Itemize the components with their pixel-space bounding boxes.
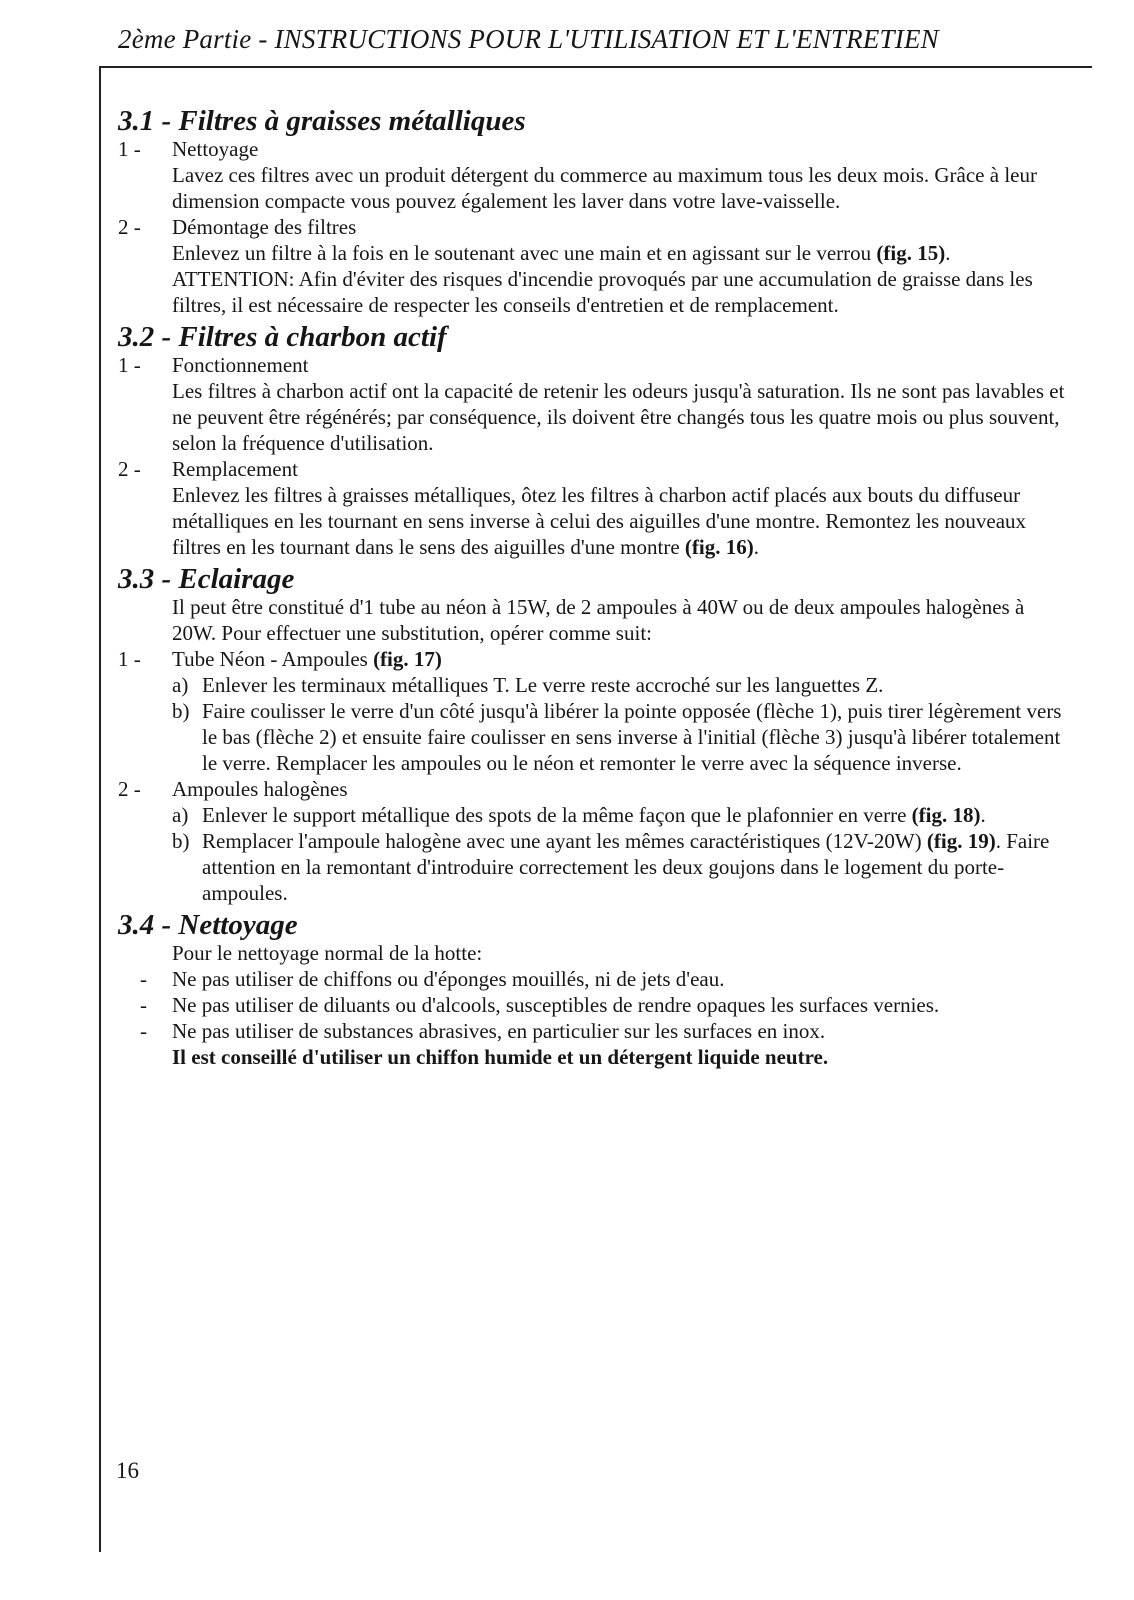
warning-paragraph	[172, 266, 1068, 318]
item-title: Nettoyage	[172, 137, 259, 161]
bullet-dash: -	[140, 993, 147, 1017]
section-3-4	[118, 910, 1068, 1070]
figure-reference: (fig. 16)	[684, 535, 754, 559]
page-content	[118, 106, 1068, 1074]
paragraph-text: Enlevez un filtre à la fois en le soutenant avec une main et en agissant sur le verrou	[172, 241, 877, 265]
paragraph-text: .	[945, 241, 951, 265]
section-intro: Pour le nettoyage normal de la hotte:	[172, 941, 483, 965]
item-title	[172, 646, 1068, 672]
conclusion-note: Il est conseillé d'utiliser un chiffon humide et un détergent liquide neutre.	[172, 1045, 829, 1069]
item-title: Fonctionnement	[172, 353, 309, 377]
paragraph: Les filtres à charbon actif ont la capacité de retenir les odeurs jusqu'à saturation. Ils ne sont pas lavables et ne peuvent être régénérés; par conséquence, ils doivent être changés tous les quatre mois ou plus souvent, selon la fréquence d'utilisation.	[172, 379, 1065, 455]
list-item	[118, 214, 1068, 318]
sub-item-letter: b)	[172, 829, 190, 853]
sub-item-letter: b)	[172, 699, 190, 723]
paragraph: Lavez ces filtres avec un produit détergent du commerce au maximum tous les deux mois. Grâce à leur dimension compacte vous pouvez également les laver dans votre lave-vaisselle.	[172, 163, 1037, 213]
section-3-3	[118, 564, 1068, 906]
left-margin-rule	[99, 66, 101, 1552]
section-intro: Il peut être constitué d'1 tube au néon à 15W, de 2 ampoules à 40W ou de deux ampoules halogènes à 20W. Pour effectuer une substitution, opérer comme suit:	[172, 595, 1025, 645]
header-rule	[100, 66, 1092, 68]
item-title: Démontage des filtres	[172, 215, 357, 239]
item-number: 1 -	[118, 647, 141, 671]
item-number: 1 -	[118, 353, 141, 377]
sub-item-text: Enlever le support métallique des spots de la même façon que le plafonnier en verre	[202, 803, 912, 827]
list-item	[118, 776, 1068, 802]
paragraph	[172, 482, 1068, 560]
figure-reference: (fig. 18)	[911, 803, 981, 827]
section-title: 3.4 - Nettoyage	[118, 909, 298, 941]
item-number: 2 -	[118, 215, 141, 239]
sub-item-letter: a)	[172, 803, 189, 827]
sub-item-text: Enlever les terminaux métalliques T. Le verre reste accroché sur les languettes Z.	[202, 673, 884, 697]
list-item	[118, 352, 1068, 456]
section-title: 3.1 - Filtres à graisses métalliques	[118, 105, 526, 137]
bullet-text: Ne pas utiliser de substances abrasives, en particulier sur les surfaces en inox.	[172, 1019, 826, 1043]
section-3-2	[118, 322, 1068, 560]
paragraph-text: Enlevez les filtres à graisses métalliques, ôtez les filtres à charbon actif placés aux bouts du diffuseur métalliques en les tournant en sens inverse à celui des aiguilles d'une montre. Remontez les nouveaux filtres en les tournant dans le sens des aiguilles d'une montre	[172, 483, 1027, 559]
item-number: 2 -	[118, 777, 141, 801]
section-title: 3.2 - Filtres à charbon actif	[118, 321, 447, 353]
page-number: 16	[116, 1458, 139, 1483]
bullet-dash: -	[140, 1019, 147, 1043]
sub-item-text: Remplacer l'ampoule halogène avec une ayant les mêmes caractéristiques (12V-20W)	[202, 829, 927, 853]
bullet-text: Ne pas utiliser de chiffons ou d'éponges mouillés, ni de jets d'eau.	[172, 967, 725, 991]
bullet-dash: -	[140, 967, 147, 991]
page-header-title: 2ème Partie - INSTRUCTIONS POUR L'UTILISATION ET L'ENTRETIEN	[118, 24, 939, 54]
figure-reference: (fig. 17)	[373, 647, 442, 671]
item-title: Ampoules halogènes	[172, 777, 348, 801]
warning-text: Afin d'éviter des risques d'incendie provoqués par une accumulation de graisse dans les filtres, il est nécessaire de respecter les conseils d'entretien et de remplacement.	[172, 267, 1033, 317]
figure-reference: (fig. 19)	[926, 829, 996, 853]
section-3-1	[118, 106, 1068, 318]
paragraph	[172, 240, 1068, 266]
bullet-item	[118, 992, 1068, 1018]
list-item	[118, 456, 1068, 560]
item-title-text: Tube Néon - Ampoules	[172, 647, 374, 671]
bullet-item	[118, 1018, 1068, 1044]
bullet-text: Ne pas utiliser de diluants ou d'alcools, susceptibles de rendre opaques les surfaces vernies.	[172, 993, 940, 1017]
paragraph-text: .	[753, 535, 759, 559]
sub-item-text: . Faire attention en la remontant d'introduire correctement les deux goujons dans le logement du porte-ampoules.	[202, 829, 1050, 905]
sub-item	[118, 698, 1068, 776]
sub-item-text: .	[980, 803, 986, 827]
figure-reference: (fig. 15)	[876, 241, 946, 265]
sub-item	[118, 828, 1068, 906]
bullet-item	[118, 966, 1068, 992]
sub-item	[118, 672, 1068, 698]
sub-item-letter: a)	[172, 673, 189, 697]
sub-item	[118, 802, 1068, 828]
warning-label: ATTENTION:	[172, 267, 295, 291]
list-item	[118, 136, 1068, 214]
section-title: 3.3 - Eclairage	[118, 563, 295, 595]
item-title: Remplacement	[172, 457, 298, 481]
sub-item-text: Faire coulisser le verre d'un côté jusqu'à libérer la pointe opposée (flèche 1), puis tirer légèrement vers le bas (flèche 2) et ensuite faire coulisser en sens inverse à l'initial (flèche 3) jusqu'à libérer totalement le verre. Remplacer les ampoules ou le néon et remonter le verre avec la séquence inverse.	[202, 699, 1062, 775]
item-number: 2 -	[118, 457, 141, 481]
item-number: 1 -	[118, 137, 141, 161]
list-item	[118, 646, 1068, 672]
